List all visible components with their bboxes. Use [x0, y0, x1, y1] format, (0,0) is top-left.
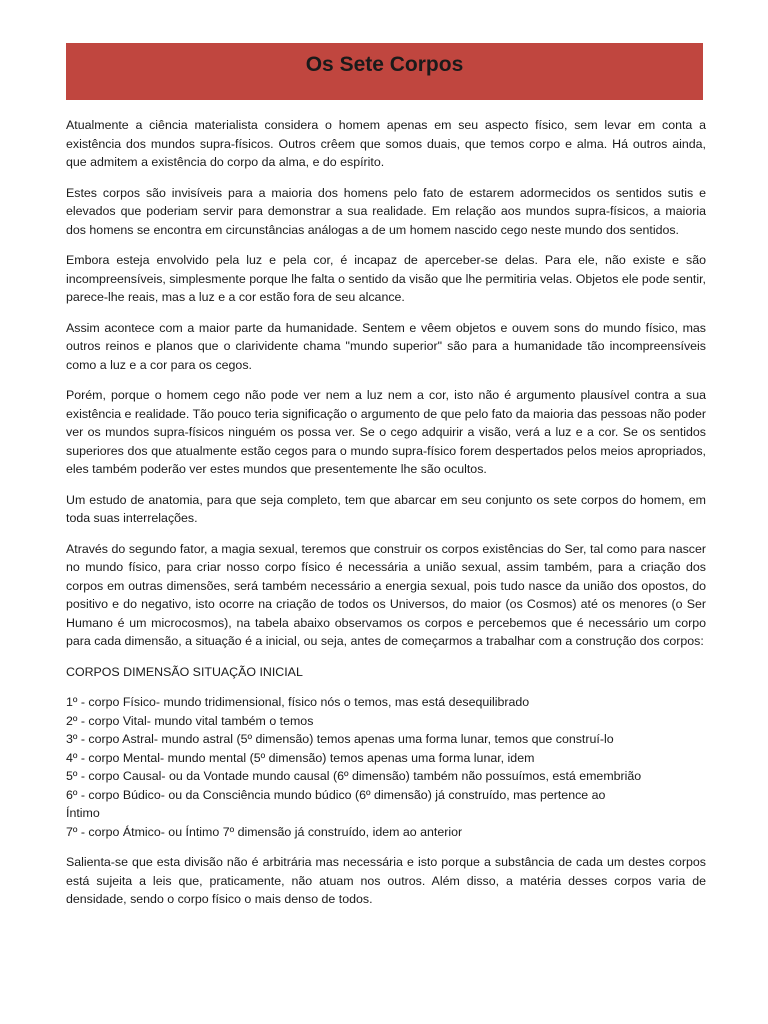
list-item: 2º - corpo Vital- mundo vital também o temos: [66, 713, 314, 728]
paragraph: Um estudo de anatomia, para que seja completo, tem que abarcar em seu conjunto os sete corpos do homem, em toda suas interrelações.: [66, 492, 706, 525]
paragraph: Assim acontece com a maior parte da humanidade. Sentem e vêem objetos e ouvem sons do mundo físico, mas outros reinos e planos que o clarividente chama "mundo superior" são para a humanidade tão incompreensíveis como a luz e a cor para os cegos.: [66, 320, 706, 372]
page-title: Os Sete Corpos: [305, 52, 464, 76]
bodies-list: [66, 693, 706, 841]
closing-paragraph: Salienta-se que esta divisão não é arbitrária mas necessária e isto porque a substância de cada um destes corpos está sujeita a leis que, praticamente, não atuam nos outros. Além disso, a matéria desses corpos varia de densidade, sendo o corpo físico o mais denso de todos.: [66, 855, 706, 906]
list-item: 7º - corpo Átmico- ou Íntimo 7º dimensão já construído, idem ao anterior: [66, 824, 463, 839]
paragraph: Embora esteja envolvido pela luz e pela cor, é incapaz de aperceber-se delas. Para ele, não existe e são incompreensíveis, simplesmente porque lhe falta o sentido da visão que lhe permitiria velas. Objetos ele pode sentir, parece-lhe reais, mas a luz e a cor estão fora de seu alcance.: [66, 253, 706, 304]
paragraph: Através do segundo fator, a magia sexual, teremos que construir os corpos existências do Ser, tal como para nascer no mundo físico, para criar nosso corpo físico é necessária a união sexual, assim também, para a criação dos corpos em outras dimensões, será também necessário a energia sexual, pois tudo nasce da união dos opostos, do positivo e do negativo, isto ocorre na criação de todos os Universos, do maior (os Cosmos) até os menores (o Ser Humano é um microcosmos), na tabela abaixo observamos os corpos e percebemos que é necessário um corpo para cada dimensão, a situação é a inicial, ou seja, antes de começarmos a trabalhar com a construção dos corpos:: [66, 541, 706, 648]
paragraph: Atualmente a ciência materialista considera o homem apenas em seu aspecto físico, sem levar em conta a existência dos mundos supra-físicos. Outros crêem que somos duais, que temos corpo e alma. Há outros ainda, que admitem a existência do corpo da alma, e do espírito.: [66, 118, 706, 169]
list-item: 6º - corpo Búdico- ou da Consciência mundo búdico (6º dimensão) já construído, mas pertence ao: [66, 787, 606, 802]
paragraph: Estes corpos são invisíveis para a maioria dos homens pelo fato de estarem adormecidos os sentidos sutis e elevados que poderiam servir para demonstrar a sua realidade. Em relação aos mundos supra-físicos, a maioria dos homens se encontra em circunstâncias análogas a de um homem nascido cego neste mundo dos sentidos.: [66, 185, 706, 237]
list-item: 4º - corpo Mental- mundo mental (5º dimensão) temos apenas uma forma lunar, idem: [66, 750, 535, 765]
paragraph: Porém, porque o homem cego não pode ver nem a luz nem a cor, isto não é argumento plausível contra a sua existência e realidade. Tão pouco teria significação o argumento de que pelo fato da maioria das pessoas não poder ver os mundos supra-físicos ninguém os possa ver. Se o cego adquirir a visão, verá a luz e a cor. Se os sentidos superiores dos que atualmente estão cegos para o mundo supra-físico forem despertados pelos meios apropriados, eles também poderão ver estes mundos que presentemente lhe são ocultos.: [66, 388, 706, 476]
document-body: [66, 116, 706, 921]
list-item: Íntimo: [66, 806, 100, 820]
table-heading: CORPOS DIMENSÃO SITUAÇÃO INICIAL: [66, 664, 303, 679]
list-item: 1º - corpo Físico- mundo tridimensional, físico nós o temos, mas está desequilibrado: [66, 695, 530, 709]
list-item: 5º - corpo Causal- ou da Vontade mundo causal (6º dimensão) também não possuímos, está emembrião: [66, 769, 642, 783]
list-item: 3º - corpo Astral- mundo astral (5º dimensão) temos apenas uma forma lunar, temos que construí-lo: [66, 732, 614, 746]
title-banner: [66, 43, 703, 100]
